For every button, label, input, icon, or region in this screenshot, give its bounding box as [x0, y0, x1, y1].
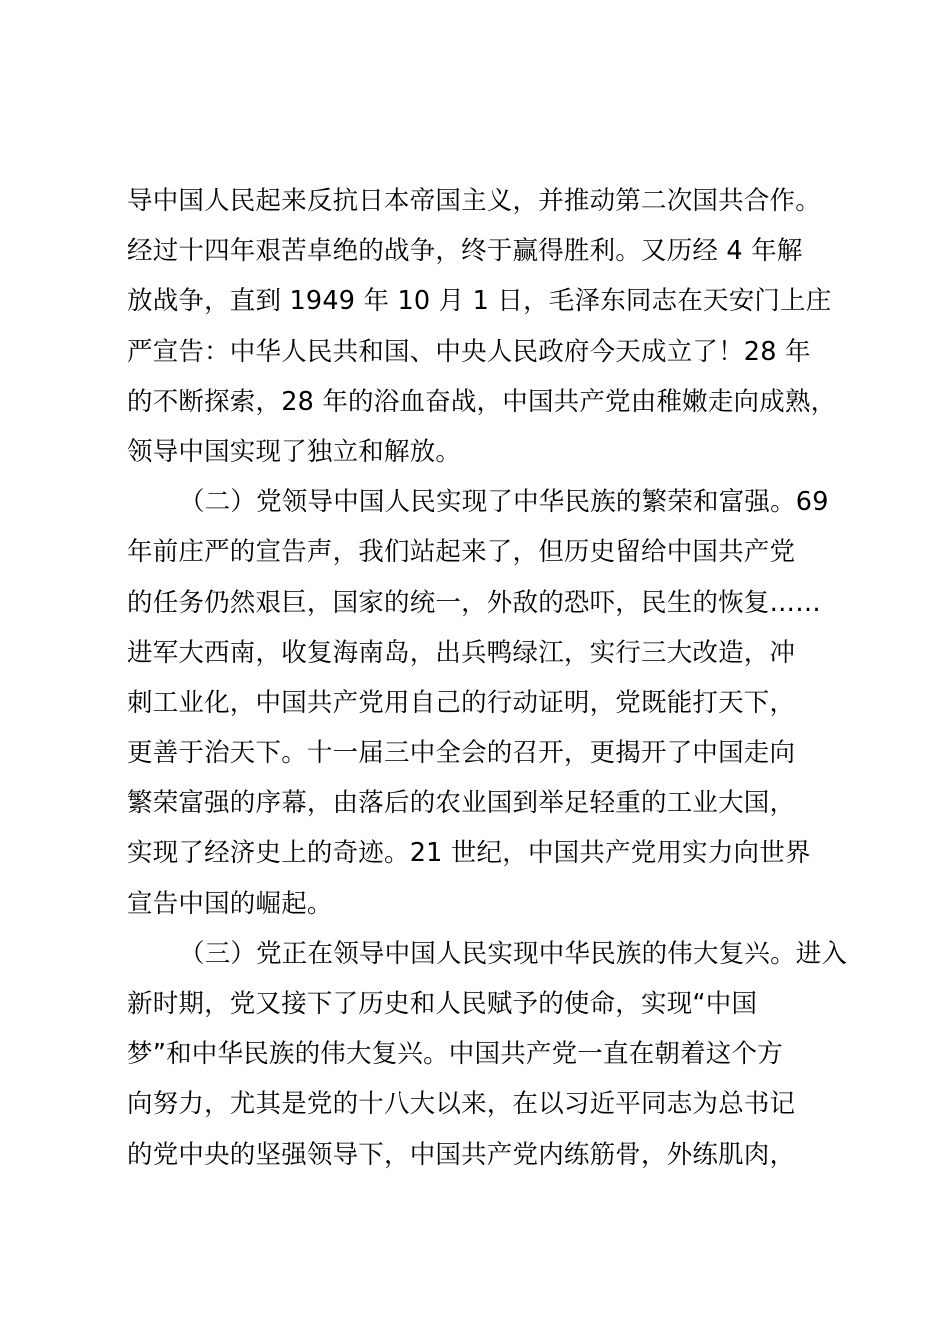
text-line: 更善于治天下。十一届三中全会的召开，更揭开了中国走向	[127, 738, 796, 769]
document-body	[127, 176, 848, 1180]
paragraph-1	[127, 176, 837, 477]
text-line: 刺工业化，中国共产党用自己的行动证明，党既能打天下，	[127, 687, 796, 718]
text-line: 向努力，尤其是党的十八大以来，在以习近平同志为总书记	[127, 1089, 796, 1120]
section-heading-line: （二）党领导中国人民实现了中华民族的繁荣和富强。69	[179, 487, 829, 518]
text-line: 的不断探索，28 年的浴血奋战，中国共产党由稚嫩走向成熟，	[127, 386, 837, 417]
text-line: 经过十四年艰苦卓绝的战争，终于赢得胜利。又历经 4 年解	[127, 236, 803, 267]
text-line: 的党中央的坚强领导下，中国共产党内练筋骨，外练肌肉，	[127, 1139, 796, 1170]
text-line: 导中国人民起来反抗日本帝国主义，并推动第二次国共合作。	[127, 186, 821, 216]
text-line: 梦”和中华民族的伟大复兴。中国共产党一直在朝着这个方	[127, 1039, 783, 1070]
section-heading-line: （三）党正在领导中国人民实现中华民族的伟大复兴。进入	[179, 938, 848, 969]
text-line: 放战争，直到 1949 年 10 月 1 日，毛泽东同志在天安门上庄	[127, 286, 832, 317]
text-line: 年前庄严的宣告声，我们站起来了，但历史留给中国共产党	[127, 537, 796, 568]
text-line: 实现了经济史上的奇迹。21 世纪，中国共产党用实力向世界	[127, 838, 811, 869]
paragraph-2	[127, 477, 833, 929]
text-line: 领导中国实现了独立和解放。	[127, 436, 462, 467]
text-line: 严宣告：中华人民共和国、中央人民政府今天成立了！28 年	[127, 336, 811, 367]
text-line: 繁荣富强的序幕，由落后的农业国到举足轻重的工业大国，	[127, 788, 796, 819]
text-line: 宣告中国的崛起。	[127, 888, 333, 919]
text-line: 进军大西南，收复海南岛，出兵鸭绿江，实行三大改造，冲	[127, 637, 796, 668]
text-line: 新时期，党又接下了历史和人民赋予的使命，实现“中国	[127, 989, 758, 1019]
text-line: 的任务仍然艰巨，国家的统一，外敌的恐吓，民生的恢复……	[127, 587, 821, 618]
paragraph-3	[127, 929, 848, 1180]
